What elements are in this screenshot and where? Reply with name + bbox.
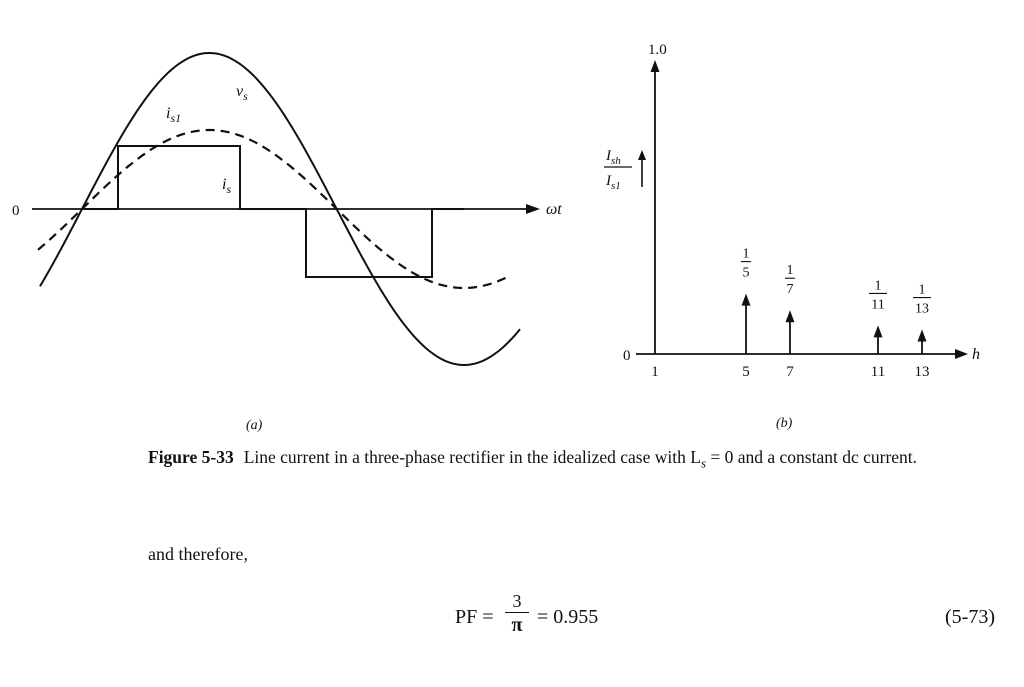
equation-numerator: 3 (512, 591, 522, 611)
harmonic-13-arrowhead (918, 330, 927, 342)
h-tick-13: 13 (914, 364, 930, 380)
vs-label: $v_s$ (236, 83, 248, 103)
equation-fraction (507, 590, 527, 637)
panel-a-label: (a) (246, 418, 263, 433)
panel-b-label: (b) (776, 416, 793, 431)
h-tick-11: 11 (870, 364, 886, 380)
caption-subscript: s (700, 455, 706, 471)
harmonic-7-label-numerator: 1 (786, 263, 794, 279)
y-axis-label (604, 148, 646, 192)
harmonic-11-label-numerator: 1 (874, 278, 882, 294)
body-text: and therefore, (148, 544, 248, 564)
h-axis-arrowhead (955, 349, 968, 359)
is-label: $i_s$ (222, 176, 232, 196)
h-axis-label: h (972, 346, 980, 363)
h-tick-7: 7 (786, 364, 794, 380)
harmonic-11-label-denominator: 11 (871, 297, 885, 313)
harmonic-11-label (869, 278, 887, 312)
harmonic-5-label (741, 247, 751, 281)
wt-axis-arrowhead (526, 204, 540, 214)
zero-label-a: 0 (12, 203, 20, 219)
y-axis-label-arrowhead (638, 150, 646, 160)
harmonic-13-label (913, 283, 931, 317)
harmonic-11-arrowhead (874, 325, 883, 337)
is1-label: $i_{s1}$ (166, 105, 182, 125)
h-tick-1: 1 (651, 364, 659, 380)
harmonic-13-label-numerator: 1 (918, 282, 926, 298)
harmonic-7-label-denominator: 7 (786, 282, 794, 298)
y-top-label: 1.0 (648, 42, 667, 58)
harmonic-7-arrowhead (786, 310, 795, 322)
equation-number: (5-73) (945, 606, 995, 628)
figure-label: Figure 5-33 (148, 447, 234, 467)
harmonic-7-label (785, 263, 795, 297)
figure-caption (148, 446, 988, 475)
panel-a (12, 53, 562, 433)
zero-label-b: 0 (623, 348, 631, 364)
y-axis-label-numerator: $I_{sh}$ (606, 148, 621, 167)
y-axis-label-denominator: $I_{s1}$ (606, 173, 621, 192)
harmonic-13-label-denominator: 13 (915, 301, 929, 317)
is-square-wave (82, 146, 464, 277)
h-tick-5: 5 (742, 364, 750, 380)
harmonic-1-arrowhead (651, 60, 660, 72)
wt-axis-label: ωt (546, 201, 562, 218)
caption-text-after: = 0 and a constant dc current. (706, 447, 918, 467)
harmonic-5-label-numerator: 1 (742, 246, 750, 262)
panel-b (604, 42, 980, 431)
equation-lhs: PF = (455, 606, 494, 628)
equation-rhs: = 0.955 (537, 606, 599, 628)
harmonic-5-arrowhead (742, 294, 751, 306)
equation-5-73 (455, 588, 995, 648)
harmonic-5-label-denominator: 5 (742, 265, 750, 281)
equation-denominator: π (511, 614, 523, 636)
harmonic-spectrum (651, 60, 932, 380)
caption-text: Line current in a three-phase rectifier in the idealized case with L (243, 447, 701, 467)
